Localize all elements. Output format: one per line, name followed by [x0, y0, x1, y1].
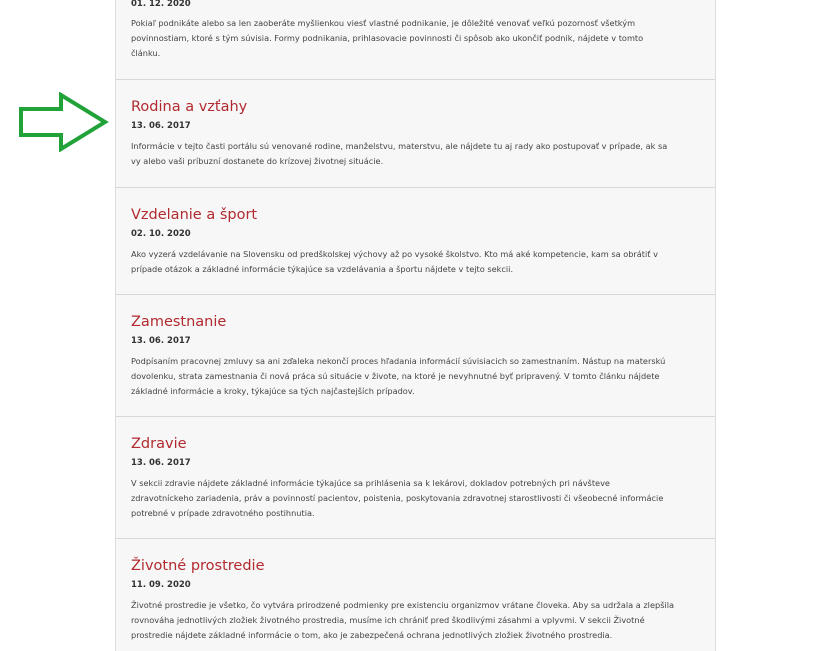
right-arrow-outline-icon [18, 92, 110, 152]
article-item-zdravie [116, 417, 715, 539]
article-date: 11. 09. 2020 [131, 580, 191, 590]
article-description-line: V sekcii zdravie nájdete základné informácie týkajúce sa prihlásenia sa k lekárovi, dokladov potrebných pri návšteve [131, 478, 610, 488]
article-description-line: zdravotníckeho zariadenia, práv a povinností pacientov, poistenia, poskytovania zdravotnej starostlivosti či všeobecné informácie [131, 493, 664, 503]
article-date: 13. 06. 2017 [131, 336, 191, 346]
article-item-zivotne-prostredie [116, 539, 715, 651]
article-title-link[interactable]: Životné prostredie [131, 558, 265, 574]
article-description-line: povinnostiam, ktoré s tým súvisia. Formy podnikania, prihlasovacie povinnosti či spôsob ako ukončiť podnik, nájdete v tomto [131, 33, 644, 43]
article-date: 02. 10. 2020 [131, 229, 191, 239]
article-description-line: rovnováha jednotlivých zložiek životného prostredia, musíme ich chrániť pred škodlivými zásahmi a vplyvmi. V sekcii Životné [131, 615, 645, 625]
article-description-line: Životné prostredie je všetko, čo vytvára prirodzené podmienky pre existenciu organizmov vrátane človeka. Aby sa udržala a zlepšila [131, 600, 675, 610]
article-item-rodina [116, 80, 715, 188]
article-description-line: dovolenku, strata zamestnania či nová práca sú situácie v živote, na ktoré je nevyhnutné byť pripravený. V tomto článku nájdete [131, 371, 660, 381]
article-description-line: Informácie v tejto časti portálu sú venované rodine, manželstvu, materstvu, ale nájdete tu aj rady ako postupovať v prípade, ak sa [131, 141, 668, 151]
article-description-line: vy alebo vaši príbuzní dostanete do krízovej životnej situácie. [131, 156, 384, 166]
article-item-vzdelanie [116, 188, 715, 295]
article-description-line: prostredie nájdete základné informácie o tom, ako je zabezpečená ochrana jednotlivých zložiek životného prostredia. [131, 630, 613, 640]
article-date: 01. 12. 2020 [131, 0, 191, 9]
article-description-line: článku. [131, 48, 161, 58]
article-title-link[interactable]: Rodina a vzťahy [131, 99, 248, 115]
article-item-zamestnanie [116, 295, 715, 417]
article-description-line: Pokiaľ podnikáte alebo sa len zaoberáte myšlienkou viesť vlastné podnikanie, je dôležité venovať veľkú pozornosť všetkým [131, 18, 636, 28]
article-title-link[interactable]: Zdravie [131, 436, 187, 452]
article-date: 13. 06. 2017 [131, 458, 191, 468]
article-description-line: potrebné v prípade zdravotného postihnutia. [131, 508, 315, 518]
article-description-line: Podpísaním pracovnej zmluvy sa ani zďaleka nekončí proces hľadania informácií súvisiacich so zamestnaním. Nástup na materskú [131, 356, 666, 366]
article-description-line: základné informácie a kroky, týkajúce sa tých najčastejších prípadov. [131, 386, 415, 396]
article-date: 13. 06. 2017 [131, 121, 191, 131]
article-title-link[interactable]: Zamestnanie [131, 314, 227, 330]
article-description-line: Ako vyzerá vzdelávanie na Slovensku od predškolskej výchovy až po vysoké školstvo. Kto má aké kompetencie, kam sa obrátiť v [131, 249, 658, 259]
article-description-line: prípade otázok a základné informácie týkajúce sa vzdelávania a športu nájdete v tejto sekcii. [131, 264, 514, 274]
article-title-link[interactable]: Vzdelanie a šport [131, 207, 258, 223]
article-item-podnikanie [116, 0, 715, 80]
article-list [115, 0, 716, 651]
